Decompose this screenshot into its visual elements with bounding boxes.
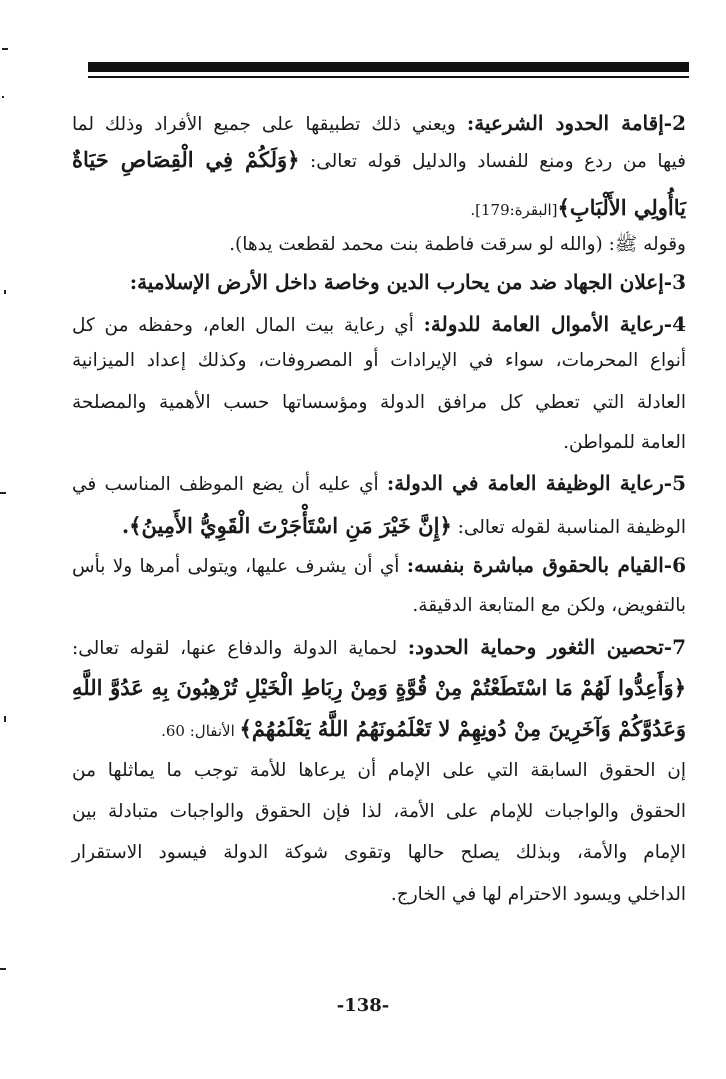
- text-run: الداخلي ويسود الاحترام لها في الخارج.: [390, 884, 686, 905]
- text-line: [72, 632, 686, 664]
- verse-reference: الأنفال: 60.: [161, 722, 240, 740]
- text-run: وقوله ﷺ: (والله لو سرقت فاطمة بنت محمد لقطعت يدها).: [229, 234, 686, 255]
- header-rule-thin: [88, 76, 689, 78]
- text-line: [72, 145, 686, 177]
- header-rule-thick: [88, 62, 689, 72]
- text-line: [72, 550, 686, 582]
- text-run: فيها من ردع ومنع للفساد والدليل قوله تعالى:: [299, 151, 687, 172]
- margin-mark: [2, 96, 4, 98]
- text-run: بالتفويض، ولكن مع المتابعة الدقيقة.: [412, 595, 686, 616]
- text-line: [72, 346, 686, 376]
- verse-reference: [البقرة:179].: [470, 201, 558, 219]
- text-line: [72, 267, 686, 299]
- text-run: أي أن يشرف عليها، ويتولى أمرها ولا بأس: [72, 556, 407, 577]
- text-line: [72, 511, 686, 543]
- text-line: [72, 230, 686, 260]
- text-line: [72, 309, 686, 341]
- text-line: [72, 838, 686, 868]
- heading-run: 5-رعاية الوظيفة العامة في الدولة:: [386, 471, 686, 495]
- quran-verse: ﴿إِنَّ خَيْرَ مَنِ اسْتَأْجَرْتَ الْقَوِيُّ الأَمِينُ﴾.: [121, 513, 452, 538]
- text-run: لحماية الدولة والدفاع عنها، لقوله تعالى:: [72, 638, 408, 659]
- text-run: الحقوق والواجبات للإمام على الأمة، لذا فإن الحقوق والواجبات متبادلة بين: [72, 801, 686, 822]
- text-run: العادلة التي تعطي كل مرافق الدولة ومؤسساتها حسب الأهمية والمصلحة: [72, 392, 686, 413]
- text-line: [72, 880, 686, 910]
- quran-verse: وَعَدُوَّكُمْ وَآخَرِينَ مِنْ دُونِهِمْ لا تَعْلَمُونَهُمُ اللَّهُ يَعْلَمُهُمْ﴾: [239, 716, 686, 741]
- text-line: [72, 468, 686, 500]
- text-run: إن الحقوق السابقة التي على الإمام أن يرعاها للأمة توجب ما يماثلها من: [72, 760, 686, 781]
- page-number: -138-: [336, 995, 390, 1016]
- quran-verse: ﴿وَأَعِدُّوا لَهُمْ مَا اسْتَطَعْتُمْ مِنْ قُوَّةٍ وَمِنْ رِبَاطِ الْخَيْلِ تُرْهِبُونَ بِهِ عَدُوَّ اللَّهِ: [72, 675, 686, 700]
- heading-run: 4-رعاية الأموال العامة للدولة:: [423, 312, 686, 336]
- text-run: أنواع المحرمات، سواء في الإيرادات أو المصروفات، وكذلك إعداد الميزانية: [72, 350, 686, 371]
- text-line: [72, 756, 686, 786]
- text-run: الإمام والأمة، وبذلك يصلح حالها وتقوى شوكة الدولة فيسود الاستقرار: [72, 842, 686, 863]
- margin-mark: [4, 290, 6, 294]
- text-line: [72, 108, 686, 140]
- margin-mark: [0, 492, 6, 494]
- heading-run: 3-إعلان الجهاد ضد من يحارب الدين وخاصة داخل الأرض الإسلامية:: [129, 270, 686, 294]
- text-run: ويعني ذلك تطبيقها على جميع الأفراد وذلك لما: [72, 114, 467, 135]
- margin-mark: [2, 48, 8, 50]
- heading-run: 6-القيام بالحقوق مباشرة بنفسه:: [406, 553, 686, 577]
- margin-mark: [4, 716, 6, 722]
- text-run: أي رعاية بيت المال العام، وحفظه من كل: [72, 315, 424, 336]
- text-line: [72, 428, 686, 458]
- text-line: [72, 673, 686, 705]
- text-line: [72, 388, 686, 418]
- quran-verse: يَاأُولِي الأَلْبَابِ﴾: [557, 195, 686, 220]
- margin-mark: [0, 968, 6, 970]
- text-line: [72, 714, 686, 746]
- quran-verse: ﴿وَلَكُمْ فِي الْقِصَاصِ حَيَاةٌ: [72, 147, 300, 172]
- heading-run: 2-إقامة الحدود الشرعية:: [466, 111, 686, 135]
- text-line: [72, 193, 686, 225]
- text-line: [72, 591, 686, 621]
- text-run: الوظيفة المناسبة لقوله تعالى:: [451, 517, 686, 538]
- text-run: العامة للمواطن.: [563, 432, 686, 453]
- heading-run: 7-تحصين الثغور وحماية الحدود:: [407, 635, 686, 659]
- text-run: أي عليه أن يضع الموظف المناسب في: [72, 474, 387, 495]
- text-line: [72, 797, 686, 827]
